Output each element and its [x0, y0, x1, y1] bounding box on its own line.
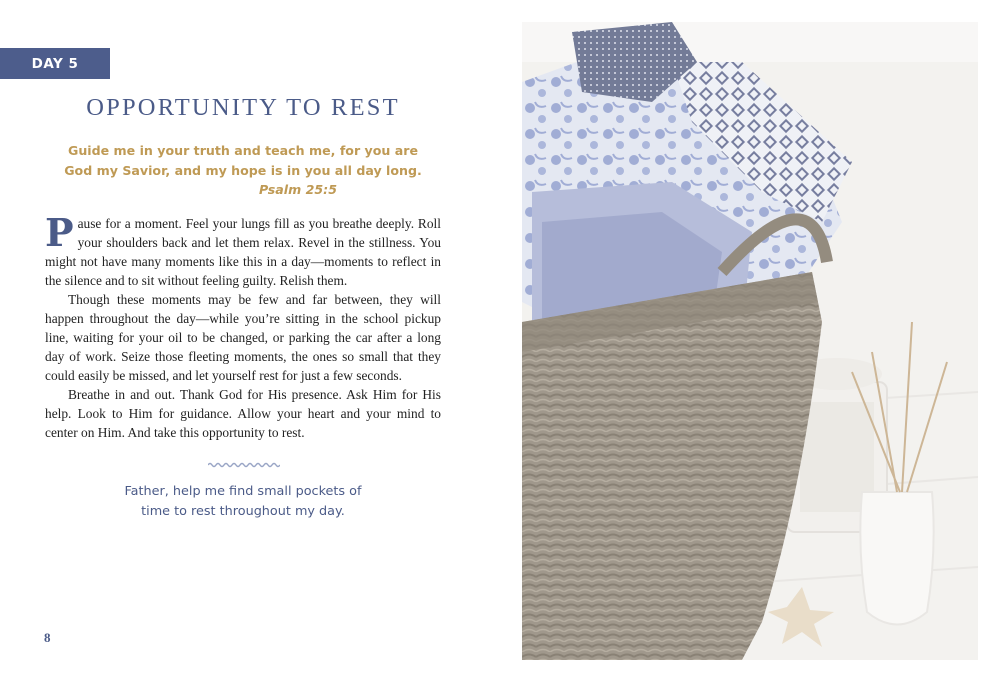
page-number: 8: [44, 630, 51, 645]
verse-reference: Psalm 25:5: [259, 182, 337, 197]
prayer-line-2: time to rest throughout my day.: [141, 503, 345, 519]
scripture-verse: [45, 141, 441, 200]
devotional-body: [45, 210, 441, 442]
day-badge-label: DAY 5: [31, 55, 79, 72]
prayer-line-1: Father, help me find small pockets of: [124, 484, 362, 499]
page-title: OPPORTUNITY TO REST: [86, 94, 400, 121]
body-paragraph-2: Though these moments may be few and far between, they will happen throughout the day—while you’re sitting in the school pickup line, waiting for your oil to be changed, or parking the car after a long day of work. Seize those fleeting moments, the ones so small that they could easily be missed, and let yourself rest for just a few seconds.: [45, 292, 441, 383]
body-paragraph-3: Breathe in and out. Thank God for His presence. Ask Him for His help. Look to Him for guidance. Allow your heart and your mind to center on Him. And take this opportunity to rest.: [45, 387, 441, 440]
day-badge: [0, 48, 110, 79]
drop-cap: P: [45, 210, 74, 255]
basket-photo: [522, 22, 978, 660]
ornament-divider: [208, 462, 280, 468]
closing-prayer: [45, 482, 441, 521]
body-paragraph-1: [45, 210, 441, 290]
verse-line-2: God my Savior, and my hope is in you all day long.: [64, 162, 422, 178]
verse-line-1: Guide me in your truth and teach me, for you are: [67, 143, 419, 158]
body-paragraph-1-text: ause for a moment. Feel your lungs fill as you breathe deeply. Roll your shoulders back and let them relax. Revel in the stillness. You might not have many moments like this in a day—moments to reflect in the silence and to sit without feeling guilty. Relish them.: [45, 216, 441, 288]
